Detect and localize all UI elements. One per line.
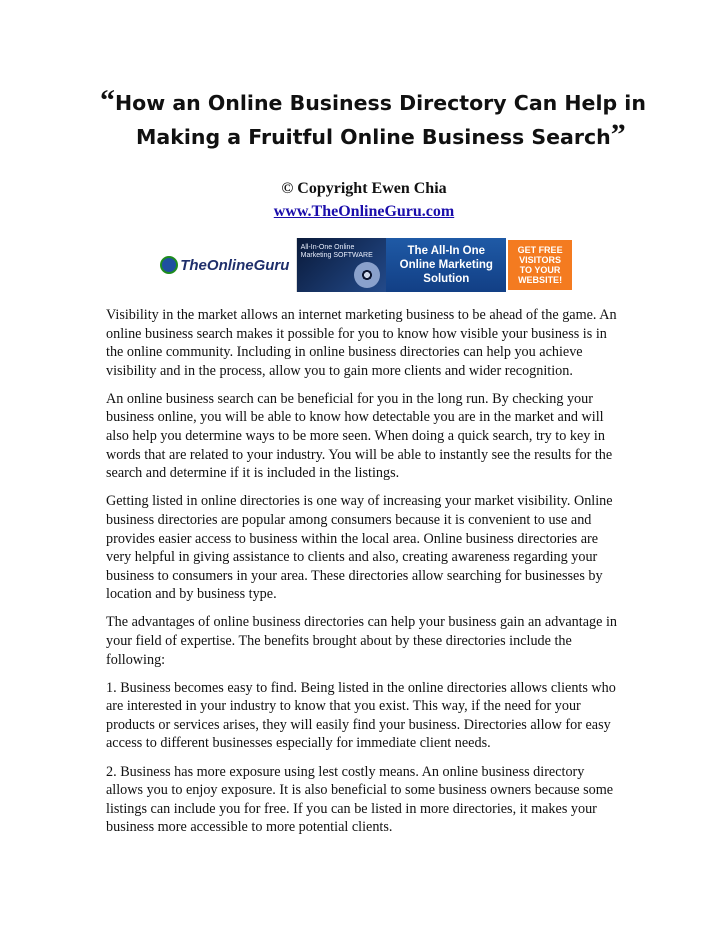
paragraph: The advantages of online business directories can help your business gain an advantage in your field of expertise. The benefits brought about by these directories include the following:	[106, 614, 617, 668]
title-close-quote: ”	[610, 118, 626, 151]
paragraph: An online business search can be beneficial for you in the long run. By checking your business online, you will be able to know how detectable you are in the market and will also help you determine ways to be more seen. When doing a quick search, try to key in words that are related to your industry. You will be able to instantly see the results for the search and determine if it is included in the listings.	[106, 390, 613, 482]
website-link[interactable]: www.TheOnlineGuru.com	[273, 203, 455, 220]
paragraph: 2. Business has more exposure using lest costly means. An online business directory allows you to enjoy exposure. It is also beneficial to some business owners because some listings can include you for free. If you can be listed in more directories, it makes your business more accessible to more potential clients.	[106, 763, 614, 836]
paragraph: 1. Business becomes easy to find. Being listed in the online directories allows clients who are interested in your industry to know that you exist. This way, if the need for your products or services arises, they will easily find your business. Directories allow for easy access to different businesses especially for immediate client needs.	[106, 679, 616, 752]
banner-logo-text: TheOnlineGuru	[180, 256, 290, 274]
title-open-quote: “	[100, 84, 115, 117]
ad-banner[interactable]	[154, 238, 574, 292]
title-line-1-text: How an Online Business Directory Can Help in	[115, 91, 646, 115]
document-body	[106, 306, 624, 846]
paragraph: Visibility in the market allows an internet marketing business to be ahead of the game. An online business search makes it possible for you to know how visible your business is in the online community. Including in online business directories can help you achieve visibility and in the process, allow you to gain more clients and wider recognition.	[106, 307, 617, 379]
cd-icon	[354, 262, 380, 288]
banner-cta[interactable]: GET FREE VISITORS TO YOUR WEBSITE!	[506, 238, 574, 292]
document-title	[100, 84, 646, 154]
paragraph: Getting listed in online directories is one way of increasing your market visibility. Online business directories are popular among consumers because it is convenient to use and provides easier access to business within the local area. Online business directories are very helpful in giving assistance to clients and also, creating awareness regarding your business to consumers in your area. These directories allow searching for businesses by location and by business type.	[106, 493, 613, 603]
banner-solution-text: The All-In One Online Marketing Solution	[386, 238, 506, 292]
copyright-line: © Copyright Ewen Chia	[281, 180, 447, 197]
banner-logo	[154, 238, 297, 292]
title-line-1	[100, 84, 646, 120]
banner-software-text: All-In-One Online Marketing SOFTWARE	[300, 244, 373, 259]
title-line-2	[100, 120, 640, 154]
globe-icon	[160, 256, 178, 274]
title-line-2-text: Making a Fruitful Online Business Search	[136, 125, 611, 149]
banner-software-box	[297, 238, 387, 292]
